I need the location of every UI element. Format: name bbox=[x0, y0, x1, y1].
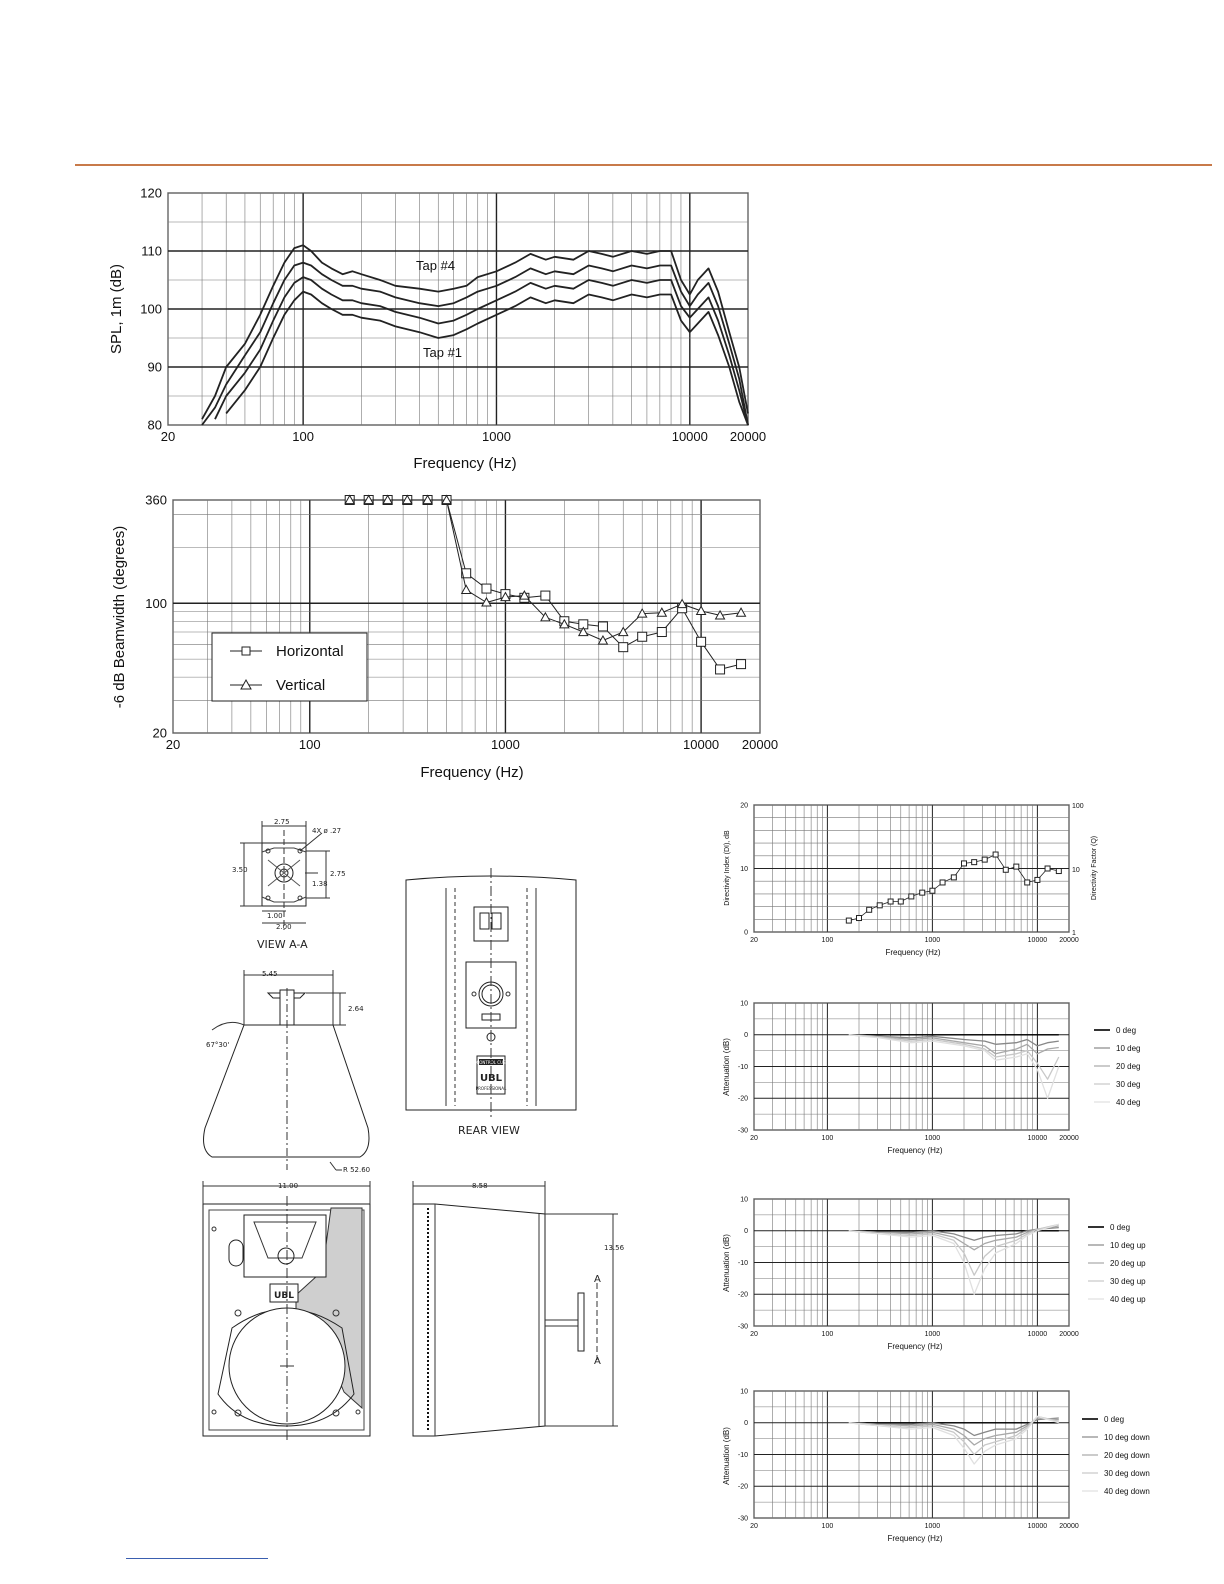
spl-xtick-label: 20000 bbox=[729, 429, 767, 444]
vertical-down-polar-xtick-label: 20 bbox=[750, 1523, 758, 1530]
beamwidth-ytick-label: 360 bbox=[145, 492, 167, 508]
directivity-yticks-right-top: 100 bbox=[1072, 803, 1084, 810]
directivity-yticks-right-mid: 10 bbox=[1072, 867, 1080, 874]
directivity-ylabel: Directivity Index (DI), dB bbox=[724, 830, 731, 906]
directivity-xtick-label: 100 bbox=[821, 937, 834, 944]
horizontal-polar-ytick-label: -20 bbox=[737, 1095, 748, 1103]
vertical-up-polar-legend-label: 30 deg up bbox=[1110, 1277, 1146, 1286]
front-view-drawing bbox=[203, 1181, 370, 1440]
vertical-down-polar-xtick-label: 1000 bbox=[924, 1523, 941, 1530]
spl-ytick-label: 80 bbox=[147, 417, 162, 433]
vertical-down-polar-ytick-label: -30 bbox=[737, 1515, 748, 1523]
vertical-down-polar-legend-label: 20 deg down bbox=[1104, 1451, 1150, 1460]
horizontal-polar-xtick-label: 20 bbox=[750, 1135, 758, 1142]
vertical-up-polar-xtick-label: 20000 bbox=[1059, 1331, 1079, 1338]
side-top-dim-angle: 67°30' bbox=[206, 1041, 230, 1049]
beamwidth-xtick-label: 1000 bbox=[490, 737, 520, 752]
horizontal-polar-xtick-label: 1000 bbox=[924, 1135, 941, 1142]
directivity-xlabel: Frequency (Hz) bbox=[885, 948, 941, 957]
spl-ytick-label: 120 bbox=[140, 185, 162, 201]
spl-ylabel: SPL, 1m (dB) bbox=[108, 263, 125, 355]
view-aa-drawing bbox=[232, 818, 346, 951]
spl-xtick-label: 20 bbox=[160, 429, 176, 444]
vertical-up-attenuation-xlabel: Frequency (Hz) bbox=[887, 1342, 943, 1351]
beamwidth-xtick-label: 20000 bbox=[741, 737, 779, 752]
vertical-up-polar-ytick-label: -10 bbox=[737, 1259, 748, 1267]
view-aa-dim-hole: 4X ø .27 bbox=[312, 827, 342, 835]
beamwidth-xtick-label: 10000 bbox=[683, 737, 720, 752]
vertical-up-polar-ytick-label: -20 bbox=[737, 1291, 748, 1299]
directivity-xtick-label: 20 bbox=[750, 937, 758, 944]
side-top-drawing bbox=[204, 970, 371, 1174]
spl-xtick-label: 10000 bbox=[671, 429, 708, 444]
vertical-down-attenuation-ylabel: Attenuation (dB) bbox=[722, 1427, 731, 1485]
vertical-down-polar-ytick-label: 0 bbox=[744, 1420, 748, 1428]
spl-ytick-label: 90 bbox=[147, 359, 162, 375]
directivity-xtick-label: 1000 bbox=[924, 937, 941, 944]
vertical-down-polar-ytick-label: -10 bbox=[737, 1451, 748, 1459]
horizontal-polar-legend-label: 30 deg bbox=[1116, 1080, 1141, 1089]
side-top-dim-width: 5.45 bbox=[262, 970, 278, 978]
directivity-yticks-right-bottom: 1 bbox=[1072, 930, 1076, 937]
front-logo: UBL bbox=[274, 1291, 294, 1301]
view-aa-dim-height: 3.50 bbox=[232, 866, 248, 874]
rear-view-drawing bbox=[406, 868, 576, 1137]
beamwidth-xtick-label: 20 bbox=[165, 737, 181, 752]
rear-view-title: REAR VIEW bbox=[458, 1124, 520, 1137]
horizontal-polar-ytick-label: -30 bbox=[737, 1127, 748, 1135]
directivity-ylabel-right: Directivity Factor (Q) bbox=[1091, 835, 1098, 901]
spl-annotation-tap4: Tap #4 bbox=[416, 258, 456, 273]
horizontal-polar-legend-label: 40 deg bbox=[1116, 1098, 1141, 1107]
vertical-up-polar-xtick-label: 1000 bbox=[924, 1331, 941, 1338]
view-aa-dim-offset: 1.38 bbox=[312, 880, 328, 888]
rear-badge-bottom: PROFESSIONAL bbox=[475, 1086, 507, 1091]
vertical-up-polar-legend-label: 0 deg bbox=[1110, 1223, 1131, 1232]
rear-badge-top: CONTROL CUE bbox=[476, 1060, 506, 1065]
vertical-up-polar-legend-label: 40 deg up bbox=[1110, 1295, 1146, 1304]
vertical-down-polar-ytick-label: 10 bbox=[740, 1388, 748, 1396]
horizontal-polar-legend-label: 0 deg bbox=[1116, 1026, 1137, 1035]
directivity-xtick-label: 20000 bbox=[1059, 937, 1079, 944]
vertical-down-polar-legend-label: 40 deg down bbox=[1104, 1487, 1150, 1496]
directivity-ytick-label: 10 bbox=[740, 865, 748, 873]
vertical-down-polar-legend-label: 0 deg bbox=[1104, 1415, 1125, 1424]
vertical-down-polar-xtick-label: 20000 bbox=[1059, 1523, 1079, 1530]
vertical-up-polar-xtick-label: 20 bbox=[750, 1331, 758, 1338]
directivity-xtick-label: 10000 bbox=[1027, 937, 1048, 944]
view-aa-dim-inner-height: 2.75 bbox=[330, 870, 346, 878]
vertical-down-attenuation-xlabel: Frequency (Hz) bbox=[887, 1534, 943, 1543]
rear-badge-brand: UBL bbox=[479, 1073, 503, 1084]
horizontal-attenuation-ylabel: Attenuation (dB) bbox=[722, 1038, 731, 1096]
spl-ytick-label: 100 bbox=[140, 301, 162, 317]
vertical-down-polar-ytick-label: -20 bbox=[737, 1483, 748, 1491]
side-section-a-bottom: A bbox=[594, 1356, 601, 1367]
horizontal-polar-legend-label: 20 deg bbox=[1116, 1062, 1141, 1071]
directivity-ytick-label: 20 bbox=[740, 802, 748, 810]
horizontal-polar-ytick-label: -10 bbox=[737, 1063, 748, 1071]
vertical-up-polar-legend-label: 20 deg up bbox=[1110, 1259, 1146, 1268]
vertical-up-polar-ytick-label: 10 bbox=[740, 1196, 748, 1204]
vertical-up-polar-ytick-label: -30 bbox=[737, 1323, 748, 1331]
beamwidth-ylabel: -6 dB Beamwidth (degrees) bbox=[111, 525, 128, 709]
horizontal-polar-xtick-label: 10000 bbox=[1027, 1135, 1048, 1142]
view-aa-dim-offset-h: 1.00 bbox=[267, 912, 283, 920]
horizontal-polar-ytick-label: 10 bbox=[740, 1000, 748, 1008]
spl-ytick-label: 110 bbox=[141, 243, 162, 259]
view-aa-dim-base: 2.00 bbox=[276, 923, 292, 931]
legend-horizontal-label: Horizontal bbox=[276, 643, 344, 660]
vertical-up-polar-xtick-label: 10000 bbox=[1027, 1331, 1048, 1338]
horizontal-polar-xtick-label: 20000 bbox=[1059, 1135, 1079, 1142]
vertical-up-polar-legend-label: 10 deg up bbox=[1110, 1241, 1146, 1250]
side-dim-height: 13.56 bbox=[604, 1244, 625, 1252]
side-top-dim-radius: R 52.60 bbox=[343, 1166, 371, 1174]
vertical-down-polar-xtick-label: 100 bbox=[821, 1523, 834, 1530]
side-section-a-top: A bbox=[594, 1274, 601, 1285]
vertical-down-polar-legend-label: 10 deg down bbox=[1104, 1433, 1150, 1442]
beamwidth-xtick-label: 100 bbox=[298, 737, 321, 752]
side-top-dim-height: 2.64 bbox=[348, 1005, 364, 1013]
side-view-drawing bbox=[413, 1181, 625, 1436]
side-dim-depth: 8.58 bbox=[472, 1182, 488, 1190]
footer-link-rule bbox=[126, 1558, 268, 1559]
vertical-up-polar-ytick-label: 0 bbox=[744, 1228, 748, 1236]
beamwidth-xlabel: Frequency (Hz) bbox=[420, 764, 524, 781]
legend-vertical-label: Vertical bbox=[276, 677, 326, 694]
view-aa-dim-width: 2.75 bbox=[274, 818, 290, 826]
front-dim-width: 11.00 bbox=[278, 1182, 299, 1190]
horizontal-polar-legend-label: 10 deg bbox=[1116, 1044, 1141, 1053]
spl-xtick-label: 100 bbox=[292, 429, 314, 444]
vertical-up-polar-xtick-label: 100 bbox=[821, 1331, 834, 1338]
directivity-ytick-label: 0 bbox=[744, 929, 748, 937]
view-aa-title: VIEW A-A bbox=[257, 938, 308, 951]
vertical-up-attenuation-ylabel: Attenuation (dB) bbox=[722, 1234, 731, 1292]
vertical-down-polar-xtick-label: 10000 bbox=[1027, 1523, 1048, 1530]
spl-xlabel: Frequency (Hz) bbox=[413, 455, 517, 472]
beamwidth-ytick-label: 100 bbox=[145, 595, 167, 611]
beamwidth-ytick-label: 20 bbox=[152, 725, 167, 741]
vertical-down-polar-legend-label: 30 deg down bbox=[1104, 1469, 1150, 1478]
horizontal-attenuation-xlabel: Frequency (Hz) bbox=[887, 1146, 943, 1155]
horizontal-polar-ytick-label: 0 bbox=[744, 1032, 748, 1040]
horizontal-polar-xtick-label: 100 bbox=[821, 1135, 834, 1142]
spl-xtick-label: 1000 bbox=[482, 429, 511, 444]
spl-annotation-tap1: Tap #1 bbox=[423, 345, 463, 360]
